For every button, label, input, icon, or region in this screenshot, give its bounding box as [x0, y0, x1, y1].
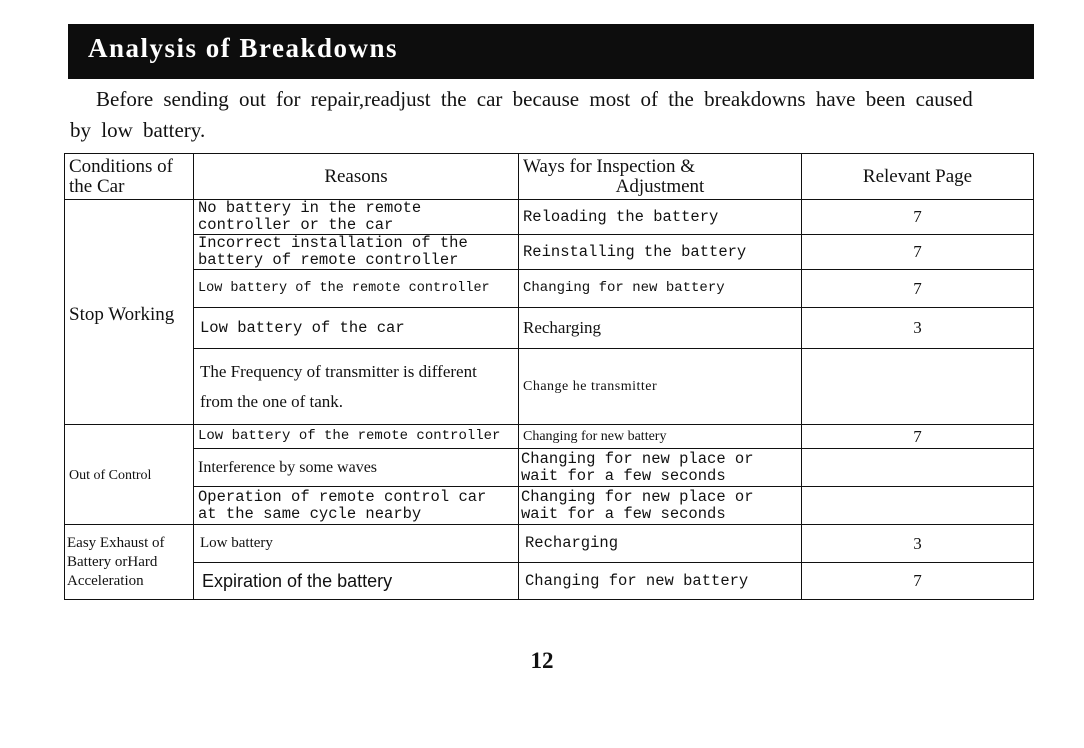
page-cell: 3 [802, 525, 1034, 563]
header-reasons: Reasons [194, 154, 519, 200]
reason-cell [194, 349, 519, 425]
page-cell: 7 [802, 235, 1034, 270]
table-row [65, 235, 1034, 270]
page-title: Analysis of Breakdowns [88, 33, 399, 63]
way-cell: Reloading the battery [519, 200, 802, 235]
table-header-row [65, 154, 1034, 200]
title-bar [68, 24, 1034, 79]
reason-cell: Interference by some waves [194, 449, 519, 487]
reason-cell: No battery in the remote controller or the car [194, 200, 519, 235]
way-cell: Change he transmitter [519, 349, 802, 425]
reason-line: The Frequency of transmitter is different [200, 361, 477, 381]
page-cell [802, 449, 1034, 487]
reason-cell: Expiration of the battery [194, 563, 519, 600]
table-row [65, 525, 1034, 563]
way-cell: Changing for new place or wait for a few seconds [519, 449, 802, 487]
table-row [65, 425, 1034, 449]
page-number: 12 [530, 648, 554, 673]
page-cell: 7 [802, 563, 1034, 600]
reason-cell: Incorrect installation of the battery of remote controller [194, 235, 519, 270]
page-cell: 3 [802, 308, 1034, 349]
reason-cell: Low battery of the remote controller [194, 270, 519, 308]
table-row [65, 200, 1034, 235]
table-row [65, 349, 1034, 425]
reason-cell: Operation of remote control car at the same cycle nearby [194, 487, 519, 525]
reason-cell: Low battery of the remote controller [194, 425, 519, 449]
condition-easy-exhaust: Easy Exhaust of Battery orHard Acceleration [65, 525, 194, 600]
condition-out-of-control: Out of Control [65, 425, 194, 525]
header-conditions: Conditions of the Car [65, 154, 194, 200]
way-cell: Recharging [519, 525, 802, 563]
page-cell [802, 487, 1034, 525]
table-row [65, 308, 1034, 349]
header-ways [519, 154, 802, 200]
header-ways-line1: Ways for Inspection & [523, 155, 696, 177]
way-cell: Changing for new battery [519, 270, 802, 308]
table-row [65, 270, 1034, 308]
header-ways-line2: Adjustment [615, 175, 705, 197]
table-row [65, 449, 1034, 487]
header-relevant-page: Relevant Page [802, 154, 1034, 200]
reason-line: from the one of tank. [200, 391, 344, 411]
breakdowns-table [64, 153, 1034, 600]
intro-paragraph: Before sending out for repair,readjust the car because most of the breakdowns have been caused by low battery. [70, 87, 973, 142]
page-cell: 7 [802, 200, 1034, 235]
table-row [65, 563, 1034, 600]
reason-cell: Low battery of the car [194, 308, 519, 349]
way-cell: Reinstalling the battery [519, 235, 802, 270]
table-row [65, 487, 1034, 525]
page-cell: 7 [802, 425, 1034, 449]
way-cell: Recharging [519, 308, 802, 349]
reason-cell: Low battery [194, 525, 519, 563]
way-cell: Changing for new battery [519, 563, 802, 600]
way-cell: Changing for new battery [519, 425, 802, 449]
way-cell: Changing for new place or wait for a few seconds [519, 487, 802, 525]
condition-stop-working: Stop Working [65, 200, 194, 425]
page-cell: 7 [802, 270, 1034, 308]
page-cell [802, 349, 1034, 425]
